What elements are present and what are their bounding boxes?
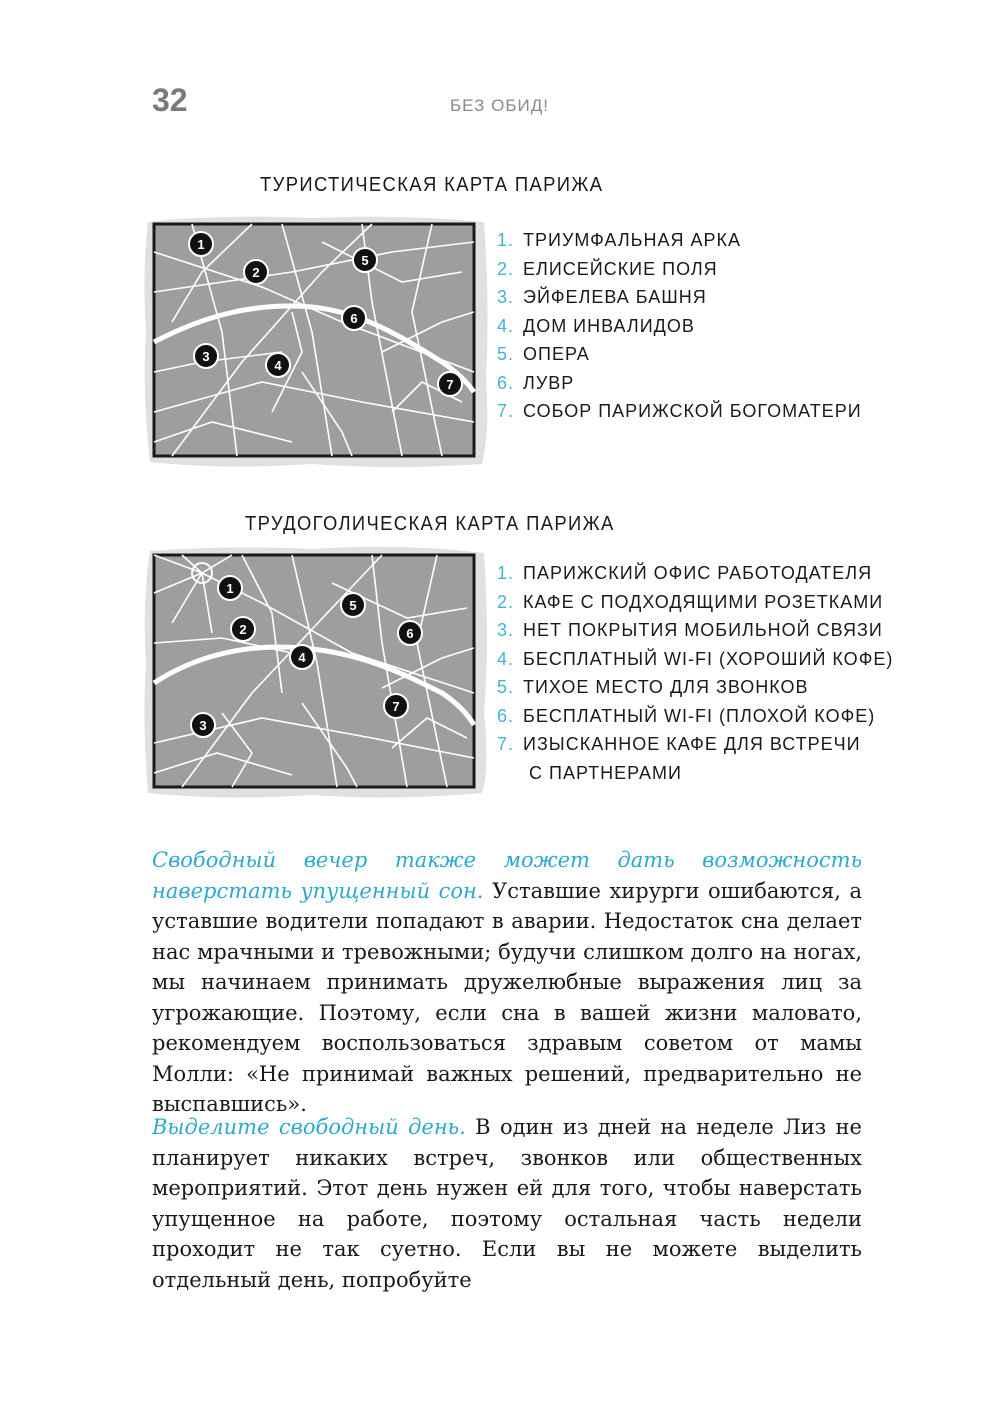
paragraph-lead: Свободный вечер также может дать возможность наверстать упущенный сон. [152,848,862,903]
map2-marker-4 [290,645,314,669]
svg-text:5: 5 [361,253,369,268]
svg-text:7: 7 [446,377,454,392]
map2-marker-6 [398,621,422,645]
map1-marker-6 [342,306,366,330]
svg-text:3: 3 [199,718,207,733]
svg-text:4: 4 [298,650,306,665]
legend-item: 5. ОПЕРА [497,344,590,364]
legend-item: 7. СОБОР ПАРИЖСКОЙ БОГОМАТЕРИ [497,401,862,421]
legend-item: 4. ДОМ ИНВАЛИДОВ [497,315,695,336]
legend-item: 1. ТРИУМФАЛЬНАЯ АРКА [497,230,741,250]
map1-marker-5 [353,248,377,272]
workaholic-map [142,543,490,801]
legend-item: 7. ИЗЫСКАННОЕ КАФЕ ДЛЯ ВСТРЕЧИ [497,734,861,754]
map1-marker-7 [438,372,462,396]
map1-marker-2 [244,260,268,284]
svg-text:6: 6 [350,311,358,326]
map2-marker-5 [341,593,365,617]
map1-legend [497,226,862,426]
svg-text:4: 4 [274,358,282,373]
legend-item: 5. ТИХОЕ МЕСТО ДЛЯ ЗВОНКОВ [497,677,809,697]
paragraph-free-evening [152,845,862,1120]
map2-marker-1 [218,576,242,600]
svg-text:2: 2 [239,622,247,637]
svg-text:5: 5 [349,598,357,613]
paragraph-text: В один из дней на неделе Лиз не планирует никаких встреч, звонков или общественных мероприятий. Этот день нужен ей для того, чтобы наверстать упущенное на работе, поэтому остальная часть недели проходит не так суетно. Если вы не можете выделить отдельный день, попробуйте [152,1115,862,1292]
page-number: 32 [152,82,188,118]
legend-item: 2. ЕЛИСЕЙСКИЕ ПОЛЯ [497,258,718,279]
legend-item: 3. ЭЙФЕЛЕВА БАШНЯ [497,287,707,307]
svg-text:1: 1 [226,581,234,596]
paragraph-free-day [152,1112,862,1295]
map2-marker-7 [384,694,408,718]
legend-item: 2. КАФЕ С ПОДХОДЯЩИМИ РОЗЕТКАМИ [497,591,884,612]
legend-item: 4. БЕСПЛАТНЫЙ WI-FI (ХОРОШИЙ КОФЕ) [497,648,894,669]
map2-marker-3 [191,713,215,737]
paragraph-lead: Выделите свободный день. [152,1115,466,1139]
map2-marker-2 [231,617,255,641]
map1-marker-3 [194,344,218,368]
svg-text:3: 3 [202,349,210,364]
svg-text:1: 1 [197,237,205,252]
paragraph-text: Уставшие хирурги ошибаются, а уставшие водители попадают в аварии. Недостаток сна делает нас мрачными и тревожными; будучи слишком долго на ногах, мы начинаем принимать дружелюбные выражения лиц за угрожающие. Поэтому, если сна в вашей жизни маловато, рекомендуем воспользоваться здравым советом от мамы Молли: «Не принимай важных решений, предварительно не выспавшись». [152,878,862,1116]
legend-item: 3. НЕТ ПОКРЫТИЯ МОБИЛЬНОЙ СВЯЗИ [497,620,883,640]
legend-item: 1. ПАРИЖСКИЙ ОФИС РАБОТОДАТЕЛЯ [497,563,873,583]
map1-marker-4 [266,353,290,377]
svg-text:2: 2 [252,265,260,280]
tourist-map [142,212,490,470]
svg-text:7: 7 [392,699,400,714]
legend-item: 6. ЛУВР [497,372,575,393]
svg-text:6: 6 [406,626,414,641]
map2-legend [497,559,893,787]
map1-title: ТУРИСТИЧЕСКАЯ КАРТА ПАРИЖА [260,174,604,196]
running-head: БЕЗ ОБИД! [450,96,549,115]
legend-item: 6. БЕСПЛАТНЫЙ WI-FI (ПЛОХОЙ КОФЕ) [497,705,876,726]
map2-title: ТРУДОГОЛИЧЕСКАЯ КАРТА ПАРИЖА [245,513,615,535]
map1-marker-1 [189,232,213,256]
legend-item-continuation: С ПАРТНЕРАМИ [529,762,682,783]
